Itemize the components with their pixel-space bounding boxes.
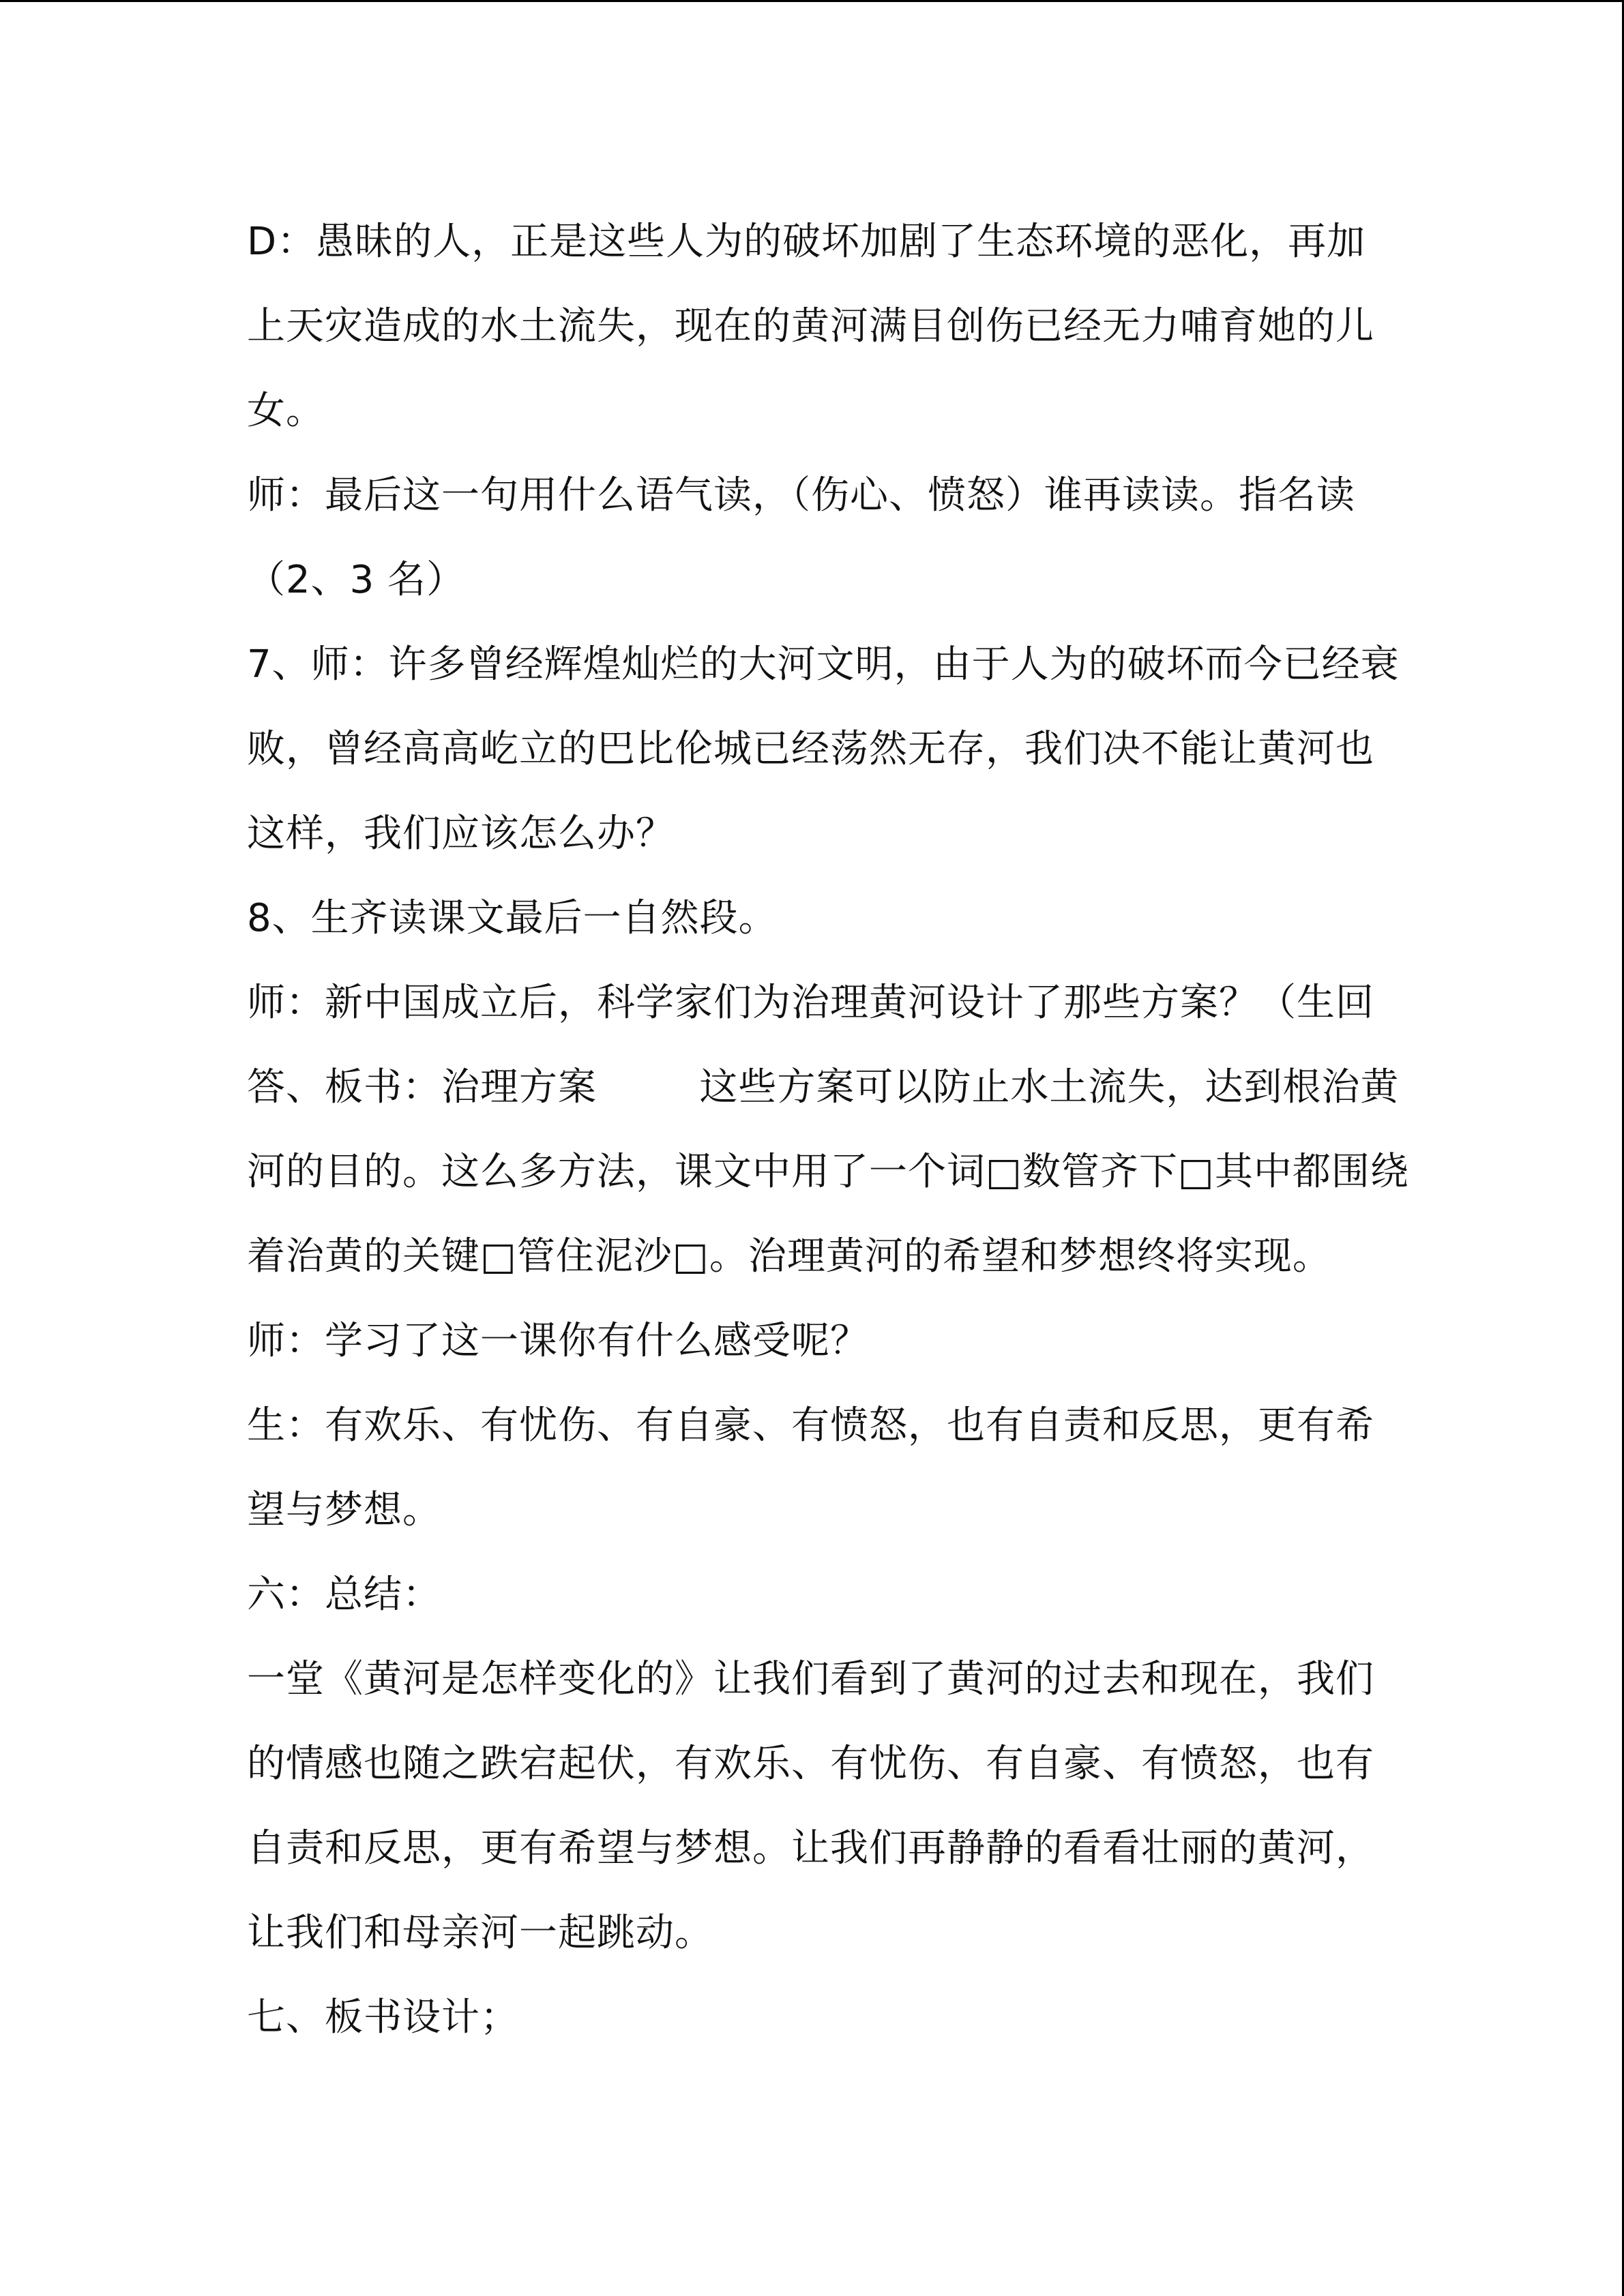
- section-heading: 六：总结：: [247, 1572, 441, 1617]
- text-line: 7、师：许多曾经辉煌灿烂的大河文明，由于人为的破坏而今已经衰: [247, 642, 1400, 687]
- text-line: 河的目的。这么多方法，课文中用了一个词□数管齐下□其中都围绕: [247, 1150, 1409, 1194]
- text-line: 师：最后这一句用什么语气读，（伤心、愤怒）谁再读读。指名读: [247, 473, 1355, 518]
- text-line: 败，曾经高高屹立的巴比伦城已经荡然无存，我们决不能让黄河也: [247, 727, 1374, 771]
- text-line: D：愚昧的人，正是这些人为的破坏加剧了生态环境的恶化，再加: [247, 220, 1366, 264]
- text-line: 8、生齐读课文最后一自然段。: [247, 896, 778, 940]
- text-line: 一堂《黄河是怎样变化的》让我们看到了黄河的过去和现在，我们: [247, 1657, 1374, 1701]
- text-line: 答、板书：治理方案 这些方案可以防止水土流失，达到根治黄: [247, 1065, 1400, 1109]
- text-line: 望与梦想。: [247, 1488, 441, 1532]
- text-line: 师：学习了这一课你有什么感受呢？: [247, 1319, 869, 1363]
- text-line: 生：有欢乐、有忧伤、有自豪、有愤怒，也有自责和反思，更有希: [247, 1403, 1374, 1448]
- text-line: 女。: [247, 389, 325, 433]
- text-line: 让我们和母亲河一起跳动。: [247, 1911, 713, 1955]
- document-body: [247, 200, 1409, 2060]
- text-line: 自责和反思，更有希望与梦想。让我们再静静的看看壮丽的黄河，: [247, 1826, 1374, 1870]
- text-line: 上天灾造成的水土流失，现在的黄河满目创伤已经无力哺育她的儿: [247, 304, 1374, 348]
- text-line: 这样，我们应该怎么办？: [247, 811, 675, 856]
- text-line: 的情感也随之跌宕起伏，有欢乐、有忧伤、有自豪、有愤怒，也有: [247, 1742, 1374, 1786]
- section-heading: 七、板书设计；: [247, 1995, 519, 2040]
- text-line: （2、3 名）: [247, 558, 466, 602]
- text-line: 师：新中国成立后，科学家们为治理黄河设计了那些方案？（生回: [247, 981, 1374, 1025]
- text-line: 着治黄的关键□管住泥沙□。治理黄河的希望和梦想终将实现。: [247, 1234, 1331, 1279]
